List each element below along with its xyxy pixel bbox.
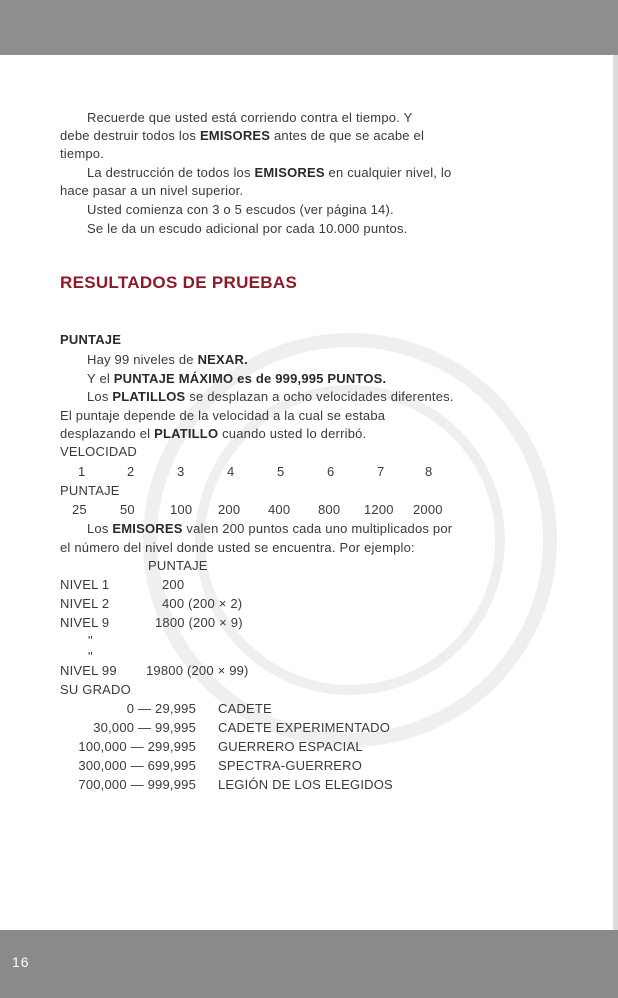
grado-range: 100,000 — 299,995	[78, 739, 196, 754]
emisores-line: el número del nivel donde usted se encuentra. Por ejemplo:	[60, 540, 415, 555]
paragraph-line: desplazando el PLATILLO cuando usted lo derribó.	[60, 426, 367, 441]
puntaje-value: 50	[120, 502, 135, 517]
paragraph-line: El puntaje depende de la velocidad a la cual se estaba	[60, 408, 386, 423]
nivel-row-value: 1800 (200 × 9)	[155, 615, 243, 630]
paragraph-line: Y el PUNTAJE MÁXIMO es de 999,995 PUNTOS.	[87, 371, 387, 386]
top-gray-band	[0, 0, 618, 55]
section-heading: RESULTADOS DE PRUEBAS	[60, 273, 298, 292]
grado-range: 0 — 29,995	[126, 701, 196, 716]
bold-term: EMISORES	[199, 128, 271, 143]
page-edge-shadow	[613, 55, 618, 930]
velocidad-value: 8	[425, 464, 433, 479]
bold-term: PLATILLOS	[112, 389, 186, 404]
puntaje-label: PUNTAJE	[60, 332, 122, 347]
grado-rank: CADETE	[218, 701, 272, 716]
puntaje-value: 1200	[364, 502, 394, 517]
intro-line: tiempo.	[60, 146, 105, 161]
bold-term: PLATILLO	[154, 426, 219, 441]
grado-rank: GUERRERO ESPACIAL	[218, 739, 363, 754]
velocidad-value: 5	[277, 464, 285, 479]
velocidad-value: 2	[127, 464, 135, 479]
puntaje-value: 200	[218, 502, 241, 517]
nivel-row-label: NIVEL 9	[60, 615, 110, 630]
intro-line: Recuerde que usted está corriendo contra el tiempo. Y	[87, 110, 413, 125]
grado-range: 700,000 — 999,995	[78, 777, 196, 792]
grado-range: 30,000 — 99,995	[93, 720, 196, 735]
nivel-row-label: NIVEL 2	[60, 596, 110, 611]
nivel-row-value: 200	[162, 577, 185, 592]
nivel-row-label: NIVEL 1	[60, 577, 110, 592]
nivel-99-value: 19800 (200 × 99)	[146, 663, 249, 678]
puntaje-value: 400	[268, 502, 291, 517]
grado-label: SU GRADO	[60, 682, 131, 697]
puntaje-value: 100	[170, 502, 193, 517]
bold-term: NEXAR.	[197, 352, 248, 367]
page-number: 16	[12, 954, 30, 970]
intro-line: La destrucción de todos los EMISORES en cualquier nivel, lo	[87, 165, 452, 180]
intro-line: hace pasar a un nivel superior.	[60, 183, 244, 198]
nivel-row-value: 400 (200 × 2)	[162, 596, 243, 611]
bottom-gray-band	[0, 930, 618, 998]
paragraph-line: Hay 99 niveles de NEXAR.	[87, 352, 248, 367]
velocidad-value: 7	[377, 464, 385, 479]
grado-rank: CADETE EXPERIMENTADO	[218, 720, 391, 735]
velocidad-value: 1	[78, 464, 86, 479]
bold-term: PUNTAJE MÁXIMO es de 999,995 PUNTOS.	[113, 371, 387, 386]
grado-range: 300,000 — 699,995	[78, 758, 196, 773]
puntaje-value: 2000	[413, 502, 443, 517]
intro-line: Usted comienza con 3 o 5 escudos (ver página 14).	[87, 202, 394, 217]
puntaje-value: 25	[72, 502, 87, 517]
intro-line: Se le da un escudo adicional por cada 10.000 puntos.	[87, 221, 408, 236]
bold-term: EMISORES	[112, 521, 183, 536]
puntaje-row-label: PUNTAJE	[60, 483, 120, 498]
grado-rank: LEGIÓN DE LOS ELEGIDOS	[218, 777, 393, 792]
puntaje-value: 800	[318, 502, 341, 517]
velocidad-value: 6	[327, 464, 335, 479]
velocidad-label: VELOCIDAD	[60, 444, 137, 459]
emisores-line: Los EMISORES valen 200 puntos cada uno multiplicados por	[87, 521, 453, 536]
ditto-mark: "	[88, 633, 93, 648]
velocidad-value: 4	[227, 464, 235, 479]
velocidad-value: 3	[177, 464, 185, 479]
grado-rank: SPECTRA-GUERRERO	[218, 758, 363, 773]
ditto-mark: "	[88, 649, 93, 664]
nivel-99-label: NIVEL 99	[60, 663, 117, 678]
paragraph-line: Los PLATILLOS se desplazan a ocho velocidades diferentes.	[87, 389, 454, 404]
nivel-table-header: PUNTAJE	[148, 558, 208, 573]
bold-term: EMISORES	[254, 165, 325, 180]
intro-line: debe destruir todos los EMISORES antes de que se acabe el	[60, 128, 425, 143]
